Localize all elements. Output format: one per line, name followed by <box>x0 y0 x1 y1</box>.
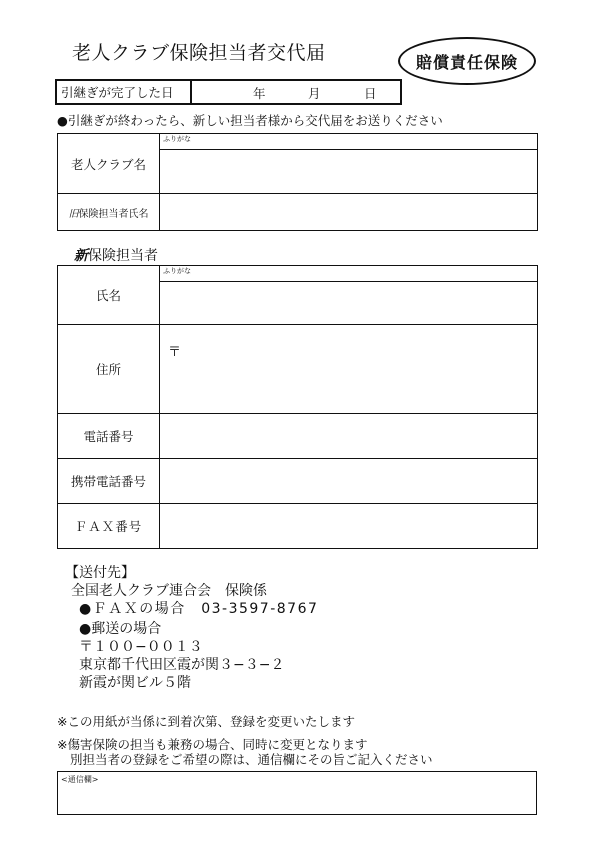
send-to-mail-heading: ●郵送の場合 <box>79 621 162 637</box>
address-label: 住所 <box>58 325 160 414</box>
year-label: 年 <box>253 86 266 101</box>
postal-mark: 〒 <box>168 345 182 360</box>
name-furigana-field[interactable] <box>160 266 538 282</box>
insurance-type-badge: 賠償責任保険 <box>398 37 536 85</box>
note-1: ※この用紙が当係に到着次第、登録を変更いたします <box>57 714 355 729</box>
mobile-label: 携帯電話番号 <box>58 459 160 504</box>
club-name-field[interactable] <box>160 150 538 194</box>
furigana-label: ふりがな <box>163 135 191 143</box>
day-label: 日 <box>364 86 377 101</box>
old-contact-label <box>58 194 160 231</box>
name-label: 氏名 <box>58 266 160 325</box>
name-field[interactable] <box>160 282 538 325</box>
send-to-postal: 〒１００−００１３ <box>79 639 203 655</box>
mobile-field[interactable] <box>160 459 538 504</box>
comment-box[interactable] <box>57 771 537 815</box>
club-info-table <box>57 133 538 231</box>
month-label: 月 <box>308 86 321 101</box>
address-field[interactable] <box>160 325 538 414</box>
send-to-fax: ●ＦＡＸの場合 03-3597-8767 <box>79 601 319 617</box>
old-prefix: 旧 <box>68 208 79 220</box>
fax-field[interactable] <box>160 504 538 549</box>
send-to-block <box>65 564 318 692</box>
note-2: ※傷害保険の担当も兼務の場合、同時に変更となります <box>57 737 368 752</box>
phone-label: 電話番号 <box>58 414 160 459</box>
new-contact-heading <box>74 245 158 265</box>
furigana-label: ふりがな <box>163 267 191 275</box>
new-contact-table <box>57 265 538 549</box>
page-title: 老人クラブ保険担当者交代届 <box>72 42 326 64</box>
club-name-label: 老人クラブ名 <box>58 134 160 194</box>
new-prefix: 新 <box>74 248 88 264</box>
fax-label: ＦＡＸ番号 <box>58 504 160 549</box>
phone-field[interactable] <box>160 414 538 459</box>
send-to-address2: 新霞が関ビル５階 <box>79 675 191 691</box>
handover-date-field[interactable] <box>192 81 400 103</box>
send-to-org: 全国老人クラブ連合会 保険係 <box>71 583 267 599</box>
old-contact-label-text: 保険担当者氏名 <box>78 208 149 220</box>
old-contact-name-field[interactable] <box>160 194 538 231</box>
note-3: 別担当者の登録をご希望の際は、通信欄にその旨ご記入ください <box>70 752 433 767</box>
new-contact-heading-text: 保険担当者 <box>88 248 158 264</box>
handover-date-label: 引継ぎが完了した日 <box>57 81 192 103</box>
club-name-furigana-field[interactable] <box>160 134 538 150</box>
instruction-text: ●引継ぎが終わったら、新しい担当者様から交代届をお送りください <box>57 113 443 128</box>
handover-date-row <box>55 79 402 105</box>
send-to-address1: 東京都千代田区霞が関３−３−２ <box>79 657 285 673</box>
send-to-heading: 【送付先】 <box>65 565 135 581</box>
comment-box-label: <通信欄> <box>61 775 99 784</box>
